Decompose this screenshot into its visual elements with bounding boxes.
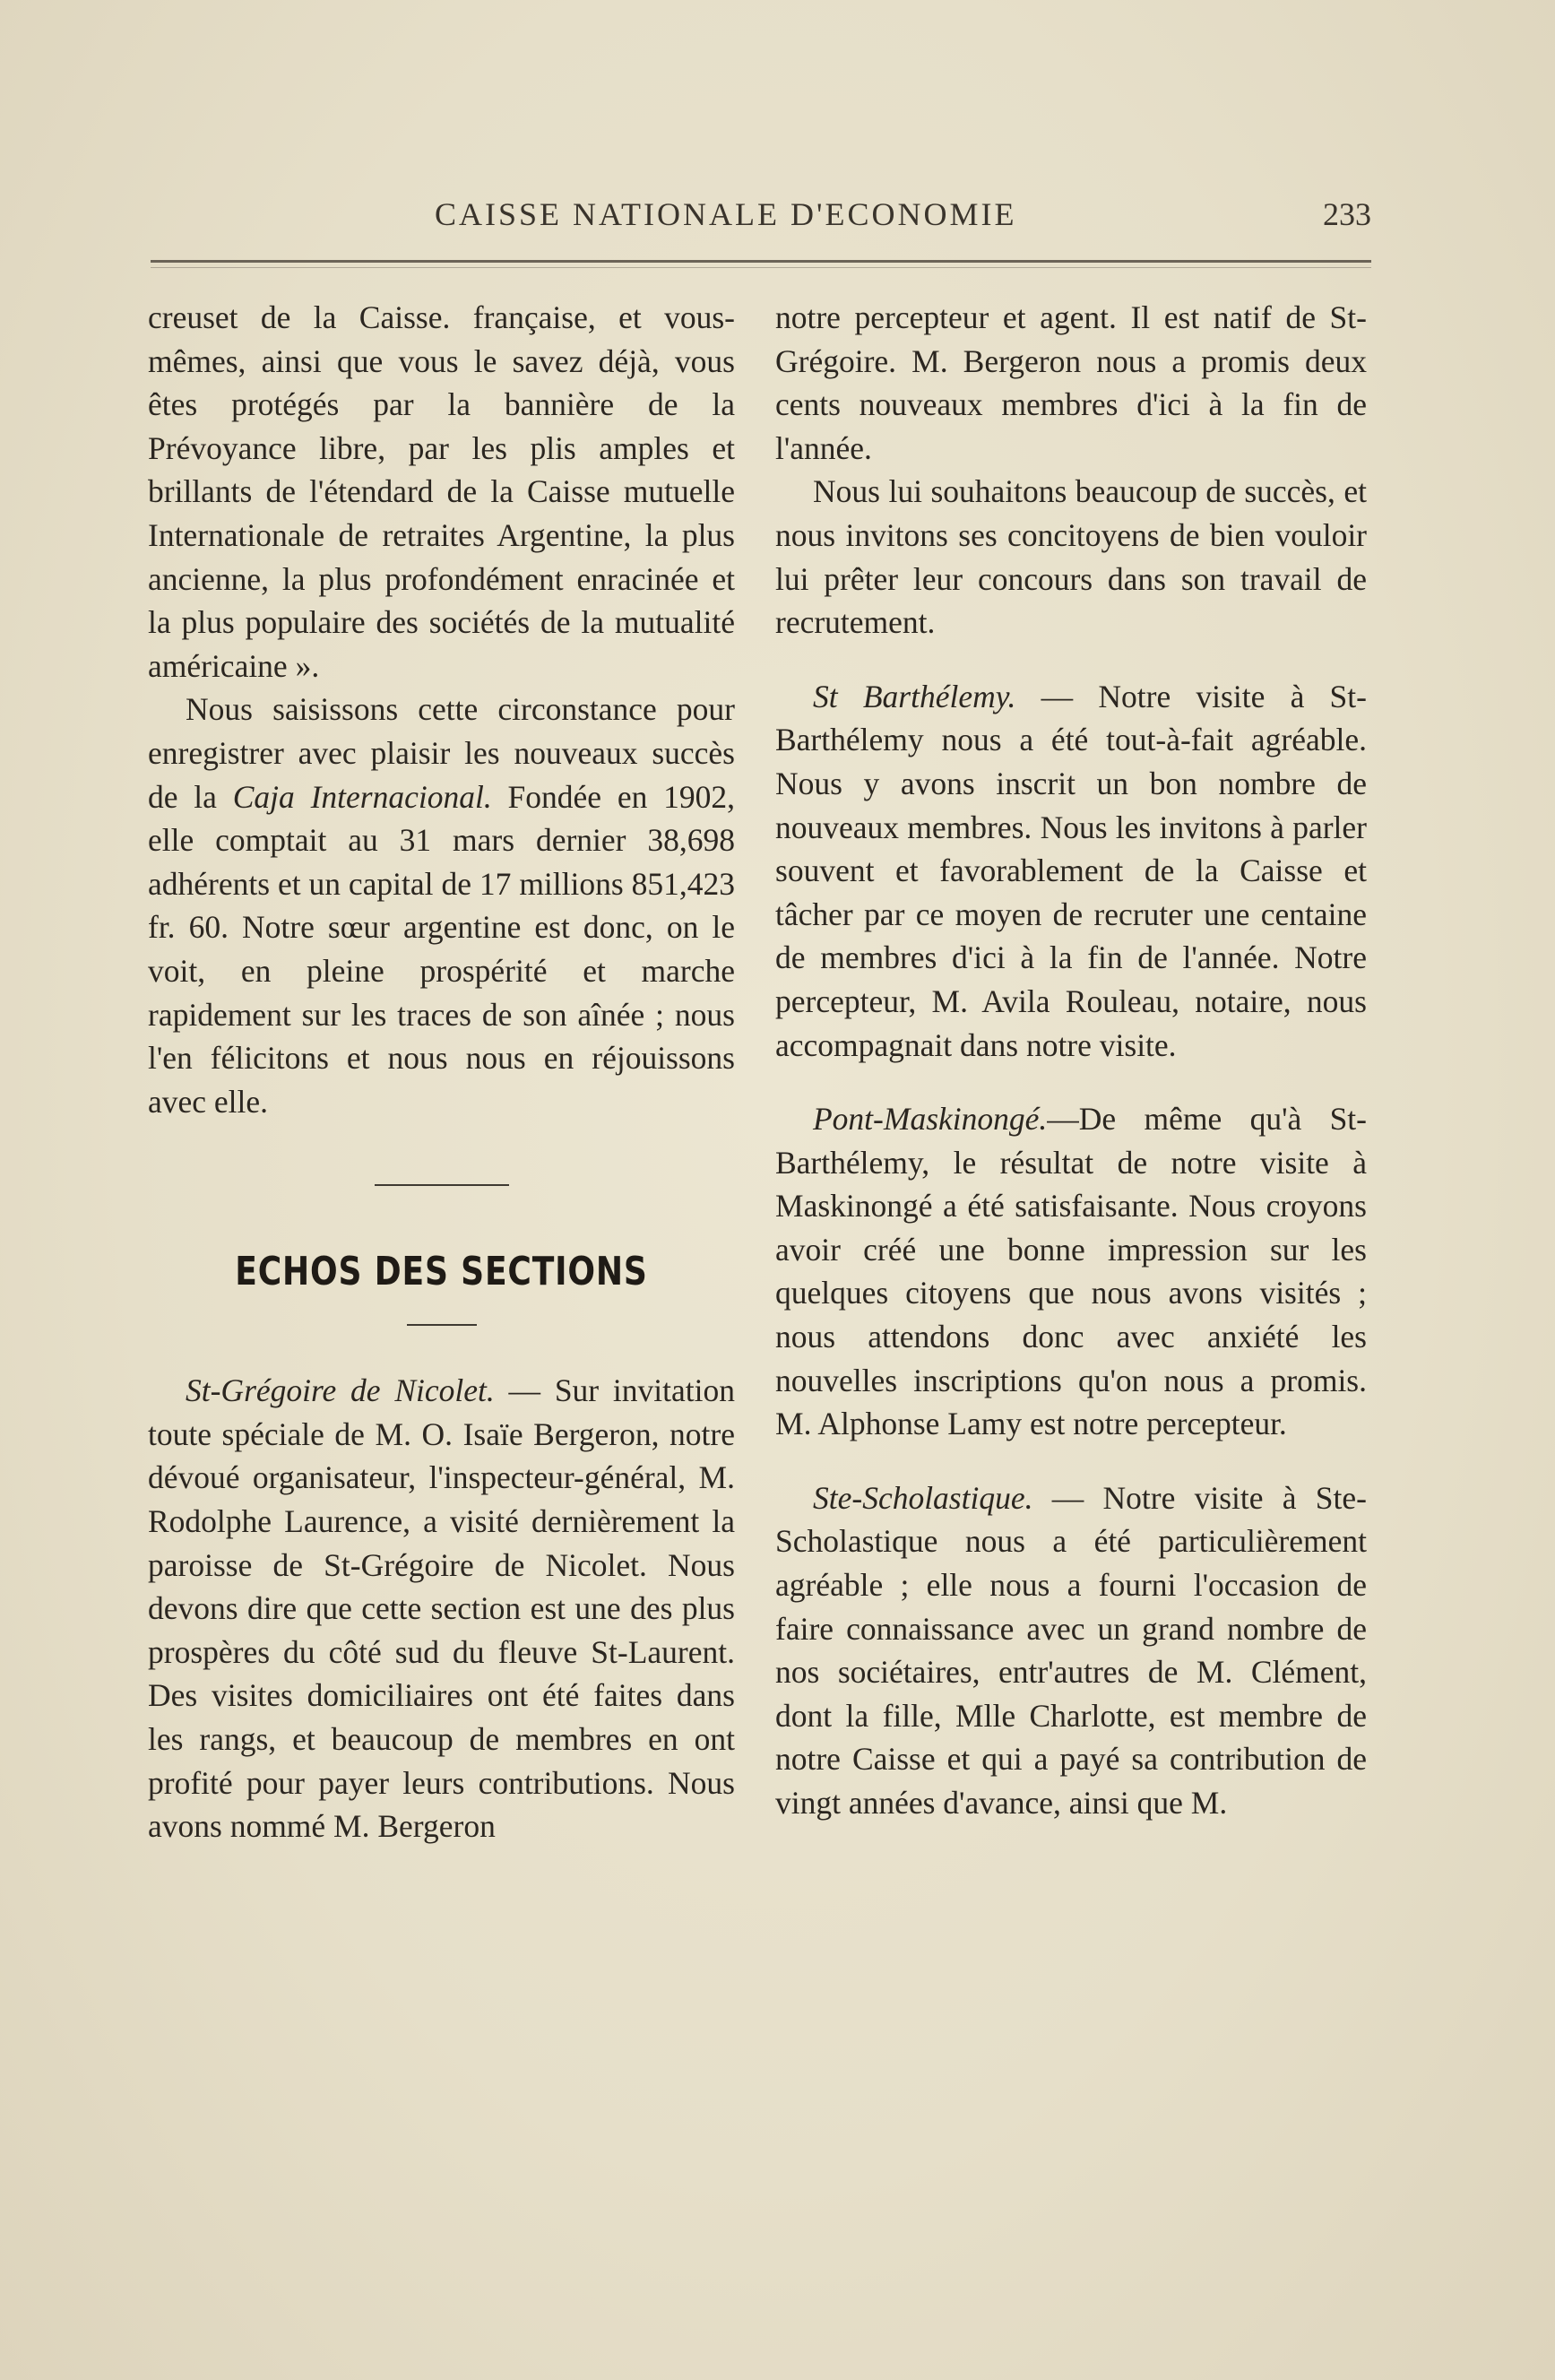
section-heading: ECHOS DES SECTIONS xyxy=(235,1249,648,1295)
paragraph xyxy=(775,1097,1367,1446)
paragraph-text: — Notre visite à St-Barthélemy nous a été tout-à-fait agréable. Nous y avons inscrit un bon nombre de nouveaux membres. Nous les invitons à parler souvent et favorablement de la Caisse et tâcher par ce moyen de recruter une centaine de membres d'ici à la fin de l'année. Notre percepteur, M. Avila Rouleau, notaire, nous accompagnait dans notre visite. xyxy=(775,678,1367,1063)
heading-underline xyxy=(407,1324,477,1326)
paragraph xyxy=(148,688,735,1123)
left-column xyxy=(148,296,735,1848)
paragraph-text: — Notre visite à Ste-Scholastique nous a été particulièrement agréable ; elle nous a fourni l'occasion de faire connaissance avec un grand nombre de nos sociétaires, entr'autres de M. Clément, dont la fille, Mlle Charlotte, est membre de notre Caisse et qui a payé sa contribution de vingt années d'avance, ainsi que M. xyxy=(775,1479,1367,1821)
header-rule xyxy=(151,260,1371,263)
paragraph xyxy=(148,1369,735,1848)
paragraph: creuset de la Caisse. française, et vous-mêmes, ainsi que vous le savez déjà, vous êtes protégés par la bannière de la Prévoyance libre, par les plis amples et brillants de l'étendard de la Caisse mutuelle Internationale de retraites Argentine, la plus ancienne, la plus profondément enracinée et la plus populaire des sociétés de la mutualité américaine ». xyxy=(148,299,735,684)
running-header xyxy=(143,195,1371,249)
paragraph-text: — Sur invitation toute spéciale de M. O. Isaïe Bergeron, notre dévoué organisateur, l'inspecteur-général, M. Rodolphe Laurence, a visité dernièrement la paroisse de St-Grégoire de Nicolet. Nous devons dire que cette section est une des plus prospères du côté sud du fleuve St-Laurent. Des visites domiciliaires ont été faites dans les rangs, et beaucoup de membres en ont profité pour payer leurs contributions. Nous avons nommé M. Bergeron xyxy=(148,1372,735,1845)
paragraph: notre percepteur et agent. Il est natif de St-Grégoire. M. Bergeron nous a promis deux cents nouveaux membres d'ici à la fin de l'année. xyxy=(775,299,1367,466)
right-column xyxy=(775,296,1367,1825)
running-title: CAISSE NATIONALE D'ECONOMIE xyxy=(435,196,1017,232)
section-divider xyxy=(375,1184,509,1186)
paragraph xyxy=(775,675,1367,1067)
place-heading: Pont-Maskinongé. xyxy=(813,1101,1048,1138)
paragraph xyxy=(775,1476,1367,1825)
place-heading: St-Grégoire de Nicolet. xyxy=(186,1372,495,1409)
paragraph-text: Fondée en 1902, elle comptait au 31 mars dernier 38,698 adhérents et un capital de 17 millions 851,423 fr. 60. Notre sœur argentine est donc, on le voit, en pleine prospérité et marche rapidement sur les traces de son aînée ; nous l'en félicitons et nous nous en réjouissons avec elle. xyxy=(148,778,735,1120)
paragraph-text: —De même qu'à St-Barthélemy, le résultat de notre visite à Maskinongé a été satisfaisante. Nous croyons avoir créé une bonne impression sur les quelques citoyens que nous avons visités ; nous attendons donc avec anxiété les nouvelles inscriptions qu'on nous a promis. M. Alphonse Lamy est notre percepteur. xyxy=(775,1101,1367,1442)
paragraph-text: Nous saisissons cette circonstance pour enregistrer avec plaisir les nouveaux succès de la xyxy=(148,691,735,815)
paragraph: Nous lui souhaitons beaucoup de succès, et nous invitons ses concitoyens de bien vouloir lui prêter leur concours dans son travail de recrutement. xyxy=(775,473,1367,641)
place-heading: St Barthélemy. xyxy=(813,678,1016,714)
header-rule-thin xyxy=(151,267,1371,268)
page-number: 233 xyxy=(1323,196,1371,232)
emphasis-text: Caja Internacional. xyxy=(232,778,492,815)
place-heading: Ste-Scholastique. xyxy=(813,1479,1033,1516)
